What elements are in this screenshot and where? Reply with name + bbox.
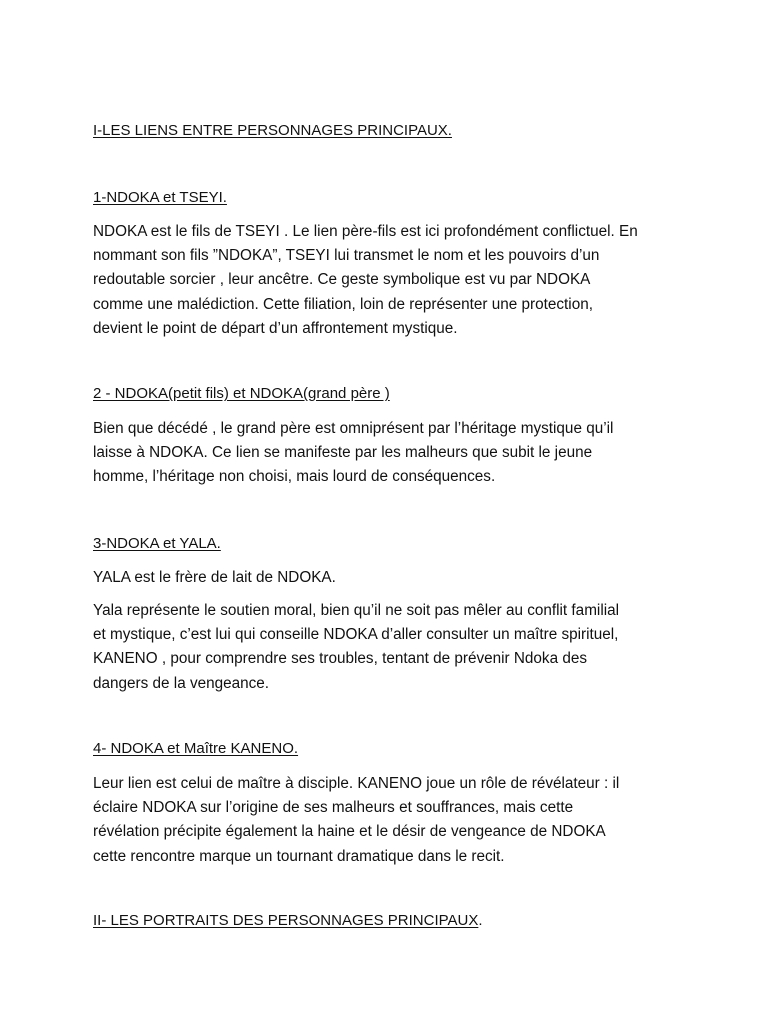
part-one-title: I-LES LIENS ENTRE PERSONNAGES PRINCIPAUX. bbox=[93, 122, 452, 139]
text-line: révélation précipite également la haine et le désir de vengeance de NDOKA bbox=[93, 823, 606, 841]
part-two-title-text: II- LES PORTRAITS DES PERSONNAGES PRINCIPAUX bbox=[93, 912, 479, 929]
section-4-paragraph bbox=[93, 772, 681, 869]
section-3-heading: 3-NDOKA et YALA. bbox=[93, 535, 221, 552]
text-line: Leur lien est celui de maître à disciple. KANENO joue un rôle de révélateur : il bbox=[93, 775, 620, 792]
text-line: dangers de la vengeance. bbox=[93, 674, 270, 692]
text-line: Yala représente le soutien moral, bien qu’il ne soit pas mêler au conflit familial bbox=[93, 602, 620, 619]
text-line: devient le point de départ d’un affrontement mystique. bbox=[93, 319, 458, 337]
section-4-heading: 4- NDOKA et Maître KANENO. bbox=[93, 740, 299, 757]
document-page bbox=[93, 0, 683, 1024]
section-1-paragraph bbox=[93, 220, 681, 341]
text-line: KANENO , pour comprendre ses troubles, tentant de prévenir Ndoka des bbox=[93, 650, 588, 668]
text-line: éclaire NDOKA sur l’origine de ses malheurs et souffrances, mais cette bbox=[93, 799, 574, 817]
text-line: nommant son fils ”NDOKA”, TSEYI lui transmet le nom et les pouvoirs d’un bbox=[93, 247, 600, 265]
section-2-heading: 2 - NDOKA(petit fils) et NDOKA(grand père ) bbox=[93, 385, 390, 402]
text-line: et mystique, c’est lui qui conseille NDOKA d’aller consulter un maître spirituel, bbox=[93, 626, 619, 644]
section-1-heading: 1-NDOKA et TSEYI. bbox=[93, 189, 227, 206]
text-line: Bien que décédé , le grand père est omniprésent par l’héritage mystique qu’il bbox=[93, 420, 614, 437]
section-2-paragraph bbox=[93, 417, 681, 490]
text-line: NDOKA est le fils de TSEYI . Le lien père-fils est ici profondément conflictuel. En bbox=[93, 223, 638, 240]
text-line: YALA est le frère de lait de NDOKA. bbox=[93, 569, 336, 586]
text-line: comme une malédiction. Cette filiation, loin de représenter une protection, bbox=[93, 295, 593, 313]
text-line: homme, l’héritage non choisi, mais lourd de conséquences. bbox=[93, 468, 496, 486]
part-two-title bbox=[93, 911, 483, 931]
section-3-paragraph bbox=[93, 599, 681, 696]
text-line: laisse à NDOKA. Ce lien se manifeste par les malheurs que subit le jeune bbox=[93, 444, 593, 462]
part-two-title-period: . bbox=[478, 912, 483, 929]
text-line: redoutable sorcier , leur ancêtre. Ce geste symbolique est vu par NDOKA bbox=[93, 271, 591, 289]
section-3-intro bbox=[93, 566, 681, 590]
text-line: cette rencontre marque un tournant dramatique dans le recit. bbox=[93, 847, 505, 865]
